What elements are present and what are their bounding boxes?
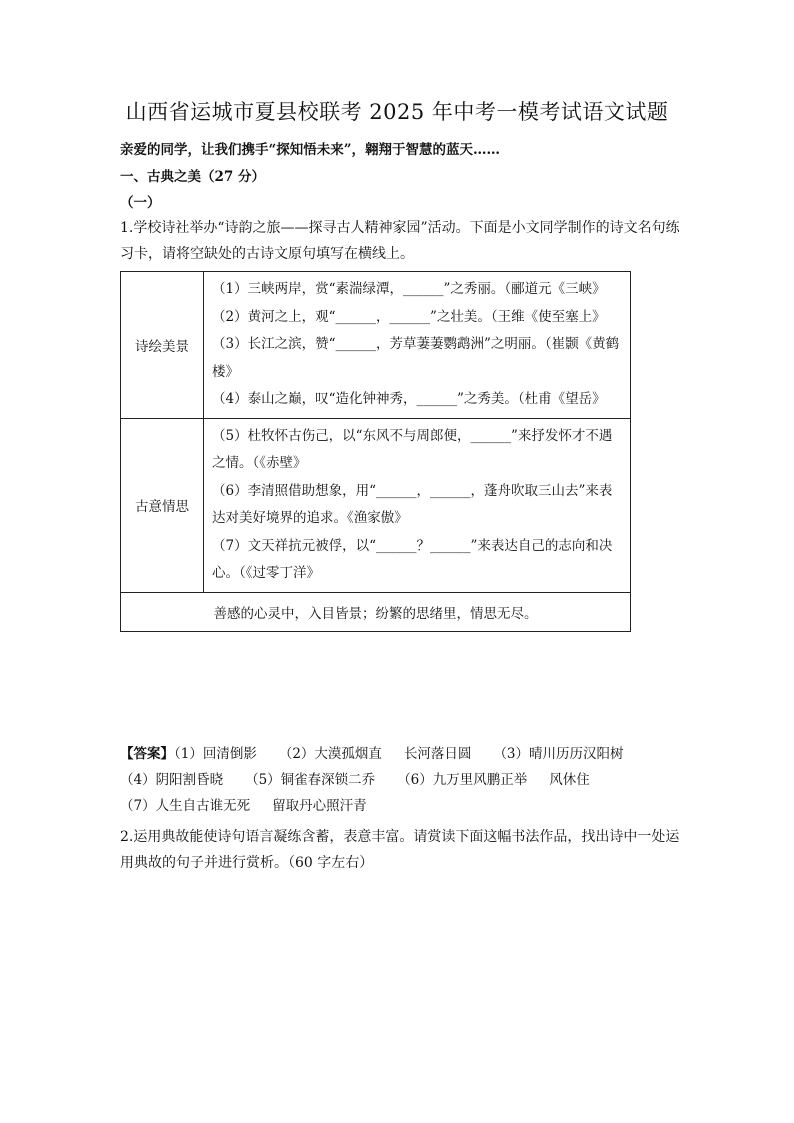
table-row xyxy=(121,272,631,419)
answer-item: （4）阴阳割昏晓 xyxy=(120,772,224,788)
answer-block xyxy=(120,741,690,819)
answer-item: （1）回清倒影 xyxy=(174,746,257,762)
table-row xyxy=(121,418,631,592)
content-cell xyxy=(204,418,631,592)
category-cell: 古意情思 xyxy=(121,418,204,592)
answer-item: 长河落日圆 xyxy=(403,746,472,762)
table-item: （5）杜牧怀古伤己，以“东风不与周郎便，______”来抒发怀才不遇之情。（《赤壁》 xyxy=(212,427,613,471)
table-footer: 善感的心灵中，入目皆景；纷繁的思绪里，情思无尽。 xyxy=(121,592,631,631)
question-2: 2.运用典故能使诗句语言凝练含蓄，表意丰富。请赏读下面这幅书法作品，找出诗中一处运用典故的句子并进行赏析。（60 字左右） xyxy=(120,829,680,871)
table-item: （2）黄河之上，观“______，______”之壮美。（王维《使至塞上》 xyxy=(212,308,606,325)
table-item: （6）李清照借助想象，用“______，______，蓬舟吹取三山去”来表达对美好境界的追求。《渔家傲》 xyxy=(212,482,613,526)
answer-item: （6）九万里风鹏正举 xyxy=(397,772,528,788)
table-item: （4）泰山之巅，叹“造化钟神秀，______”之秀美。（杜甫《望岳》 xyxy=(212,391,606,407)
question-1: 1.学校诗社举办“诗韵之旅——探寻古人精神家园”活动。下面是小文同学制作的诗文名句练习卡，请将空缺处的古诗文原句填写在横线上。 xyxy=(120,220,680,262)
category-cell: 诗绘美景 xyxy=(121,272,204,419)
subsection-heading: （一） xyxy=(120,195,161,211)
table-item: （7）文天祥抗元被俘，以“______？______”来表达自己的志向和决心。（《过零丁洋》 xyxy=(212,537,613,581)
answer-line xyxy=(120,741,690,767)
section-heading: 一、古典之美（27 分） xyxy=(120,169,265,185)
answer-line xyxy=(120,793,690,819)
answer-tag: 【答案】 xyxy=(120,746,174,762)
poem-table xyxy=(120,271,631,632)
table-item: （3）长江之滨，赞“______，芳草萋萋鹦鹉洲”之明丽。（崔颢《黄鹤楼》 xyxy=(212,336,620,380)
answer-item: （2）大漠孤烟直 xyxy=(278,746,382,762)
answer-item: （3）晴川历历汉阳树 xyxy=(493,746,624,762)
answer-item: 留取丹心照汗青 xyxy=(272,798,367,814)
answer-item: （5）铜雀春深锁二乔 xyxy=(245,772,376,788)
answer-item: （7）人生自古谁无死 xyxy=(120,798,251,814)
table-row xyxy=(121,592,631,631)
answer-line xyxy=(120,767,690,793)
answer-item: 风休住 xyxy=(549,772,590,788)
page-title: 山西省运城市夏县校联考 2025 年中考一模考试语文试题 xyxy=(125,100,669,124)
intro-text: 亲爱的同学，让我们携手“探知悟未来”，翱翔于智慧的蓝天…… xyxy=(120,142,501,158)
content-cell xyxy=(204,272,631,419)
table-item: （1）三峡两岸，赏“素湍绿潭，______”之秀丽。（郦道元《三峡》 xyxy=(212,281,606,297)
